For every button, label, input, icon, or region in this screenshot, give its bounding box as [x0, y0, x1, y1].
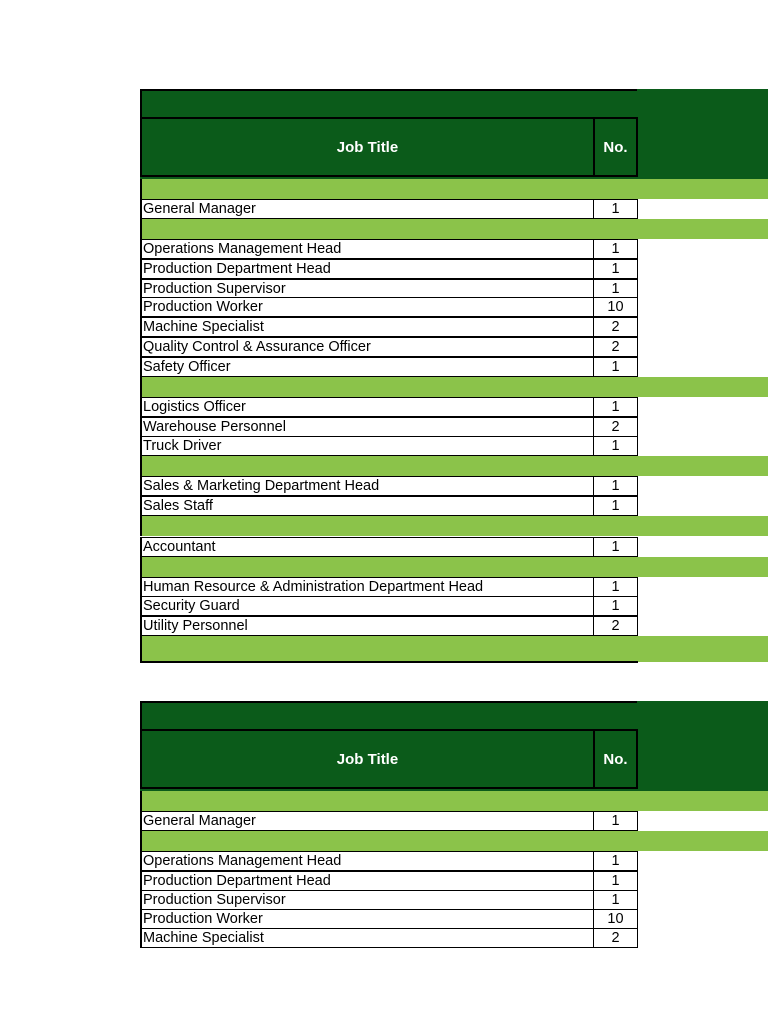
job-title-cell: Quality Control & Assurance Officer	[140, 337, 594, 357]
section-band	[140, 456, 768, 476]
table-row	[140, 436, 638, 456]
section-band	[140, 831, 768, 851]
count-cell: 1	[593, 239, 638, 259]
job-title-header: Job Title	[140, 729, 593, 789]
job-title-cell: Sales Staff	[140, 496, 594, 516]
job-title-cell: Production Supervisor	[140, 279, 594, 299]
count-cell: 1	[593, 496, 638, 516]
section-band	[140, 636, 768, 662]
job-title-cell: Accountant	[140, 537, 594, 557]
table-row	[140, 317, 638, 337]
job-title-cell: Production Supervisor	[140, 890, 594, 910]
job-title-cell: Production Department Head	[140, 871, 594, 891]
table-row	[140, 871, 638, 891]
count-cell: 2	[593, 928, 638, 948]
table-header-row	[140, 117, 768, 179]
job-title-cell: Production Department Head	[140, 259, 594, 279]
job-title-cell: Safety Officer	[140, 357, 594, 377]
count-cell: 1	[593, 476, 638, 496]
job-title-cell: Utility Personnel	[140, 616, 594, 636]
job-title-cell: Truck Driver	[140, 436, 594, 456]
table-row	[140, 811, 638, 831]
count-cell: 1	[593, 279, 638, 299]
table-row	[140, 476, 638, 496]
job-title-cell: Production Worker	[140, 909, 594, 929]
table-row	[140, 337, 638, 357]
count-cell: 1	[593, 890, 638, 910]
table-row	[140, 616, 638, 636]
count-cell: 1	[593, 397, 638, 417]
table-row	[140, 417, 638, 437]
table-row	[140, 279, 638, 299]
count-cell: 1	[593, 537, 638, 557]
table-row	[140, 890, 638, 910]
section-band	[140, 791, 768, 811]
job-title-cell: Production Worker	[140, 297, 594, 317]
job-title-header: Job Title	[140, 117, 593, 177]
job-title-cell: Human Resource & Administration Department Head	[140, 577, 594, 597]
job-title-cell: Operations Management Head	[140, 851, 594, 871]
job-title-cell: Sales & Marketing Department Head	[140, 476, 594, 496]
count-cell: 1	[593, 357, 638, 377]
table-row	[140, 909, 638, 929]
job-title-cell: Operations Management Head	[140, 239, 594, 259]
count-header: No.	[593, 729, 638, 789]
job-title-cell: Logistics Officer	[140, 397, 594, 417]
table-row	[140, 537, 638, 557]
count-cell: 1	[593, 436, 638, 456]
table-top-bar	[140, 701, 768, 729]
table-row	[140, 397, 638, 417]
table-row	[140, 496, 638, 516]
table-row	[140, 357, 638, 377]
count-header: No.	[593, 117, 638, 177]
count-cell: 2	[593, 337, 638, 357]
job-title-cell: General Manager	[140, 199, 594, 219]
table-row	[140, 297, 638, 317]
section-band	[140, 516, 768, 536]
section-band	[140, 219, 768, 239]
table-row	[140, 928, 638, 948]
section-band	[140, 179, 768, 199]
count-cell: 1	[593, 596, 638, 616]
count-cell: 2	[593, 317, 638, 337]
job-title-cell: General Manager	[140, 811, 594, 831]
count-cell: 1	[593, 811, 638, 831]
table-row	[140, 259, 638, 279]
table-top-bar	[140, 89, 768, 117]
section-band	[140, 377, 768, 397]
table-header-row	[140, 729, 768, 791]
count-cell: 2	[593, 616, 638, 636]
job-title-cell: Security Guard	[140, 596, 594, 616]
count-cell: 10	[593, 297, 638, 317]
job-title-cell: Machine Specialist	[140, 928, 594, 948]
count-cell: 2	[593, 417, 638, 437]
count-cell: 10	[593, 909, 638, 929]
count-cell: 1	[593, 871, 638, 891]
count-cell: 1	[593, 577, 638, 597]
table-row	[140, 239, 638, 259]
count-cell: 1	[593, 199, 638, 219]
table-row	[140, 851, 638, 871]
job-title-cell: Machine Specialist	[140, 317, 594, 337]
table-row	[140, 577, 638, 597]
job-title-cell: Warehouse Personnel	[140, 417, 594, 437]
table-row	[140, 596, 638, 616]
table-row	[140, 199, 638, 219]
count-cell: 1	[593, 259, 638, 279]
table-bottom-border	[140, 661, 638, 663]
count-cell: 1	[593, 851, 638, 871]
section-band	[140, 557, 768, 577]
